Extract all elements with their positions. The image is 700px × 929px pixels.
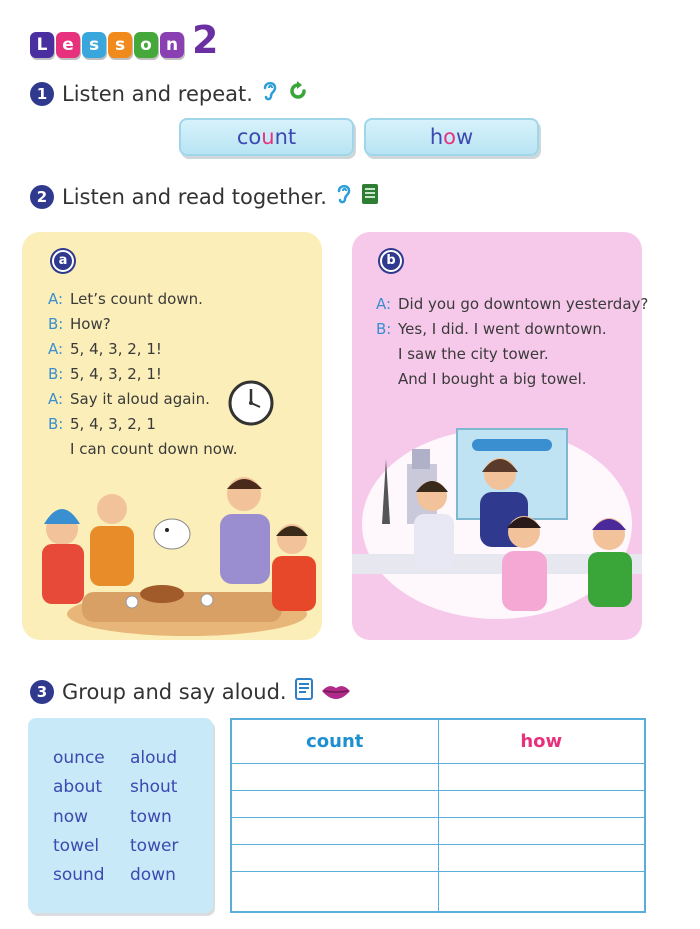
word-item: town: [130, 807, 172, 827]
ear-icon: [335, 182, 353, 211]
ear-icon: [261, 79, 279, 108]
table-cell[interactable]: [231, 790, 438, 817]
table-cell[interactable]: [231, 763, 438, 790]
word-part: nt: [274, 125, 297, 149]
table-cell[interactable]: [438, 844, 645, 871]
dialog-line: [48, 412, 238, 437]
clock-icon: [228, 380, 274, 426]
section-title: Listen and read together.: [62, 184, 327, 209]
repeat-arrow-icon: [287, 80, 309, 107]
dialog-line: [376, 342, 648, 367]
dialog-line: [48, 437, 238, 462]
downtown-illustration: [352, 404, 642, 640]
story-panel-b: [352, 232, 649, 640]
dialog-text: Let’s count down.: [70, 290, 203, 308]
dialog-line: [48, 387, 238, 412]
word-list-box: [28, 718, 213, 913]
children-party-illustration: [22, 464, 322, 640]
word-highlight: o: [443, 125, 456, 149]
worksheet-icon: [295, 678, 313, 705]
word-part: h: [429, 125, 444, 149]
section-2-heading: [30, 182, 379, 211]
word-item: now: [53, 807, 89, 827]
lesson-letter: o: [134, 32, 158, 58]
dialog-a: [48, 287, 238, 462]
speaker-label: A:: [48, 340, 64, 358]
table-cell[interactable]: [231, 871, 438, 912]
dialog-text: 5, 4, 3, 2, 1!: [70, 340, 162, 358]
dialog-text: 5, 4, 3, 2, 1!: [70, 365, 162, 383]
word-item: about: [53, 777, 103, 797]
word-item: sound: [53, 865, 105, 885]
dialog-line: [48, 337, 238, 362]
word-highlight: u: [261, 125, 275, 149]
dialog-line: [48, 312, 238, 337]
section-number: 1: [30, 82, 54, 106]
lesson-letter: e: [56, 32, 80, 58]
word-part: co: [236, 125, 262, 149]
lesson-letter: s: [108, 32, 132, 58]
speaker-label: [376, 367, 398, 392]
table-cell[interactable]: [438, 817, 645, 844]
speaker-label: A:: [376, 295, 392, 313]
speaker-label: B:: [376, 320, 392, 338]
table-cell[interactable]: [438, 790, 645, 817]
word-part: w: [455, 125, 474, 149]
lesson-letter: n: [160, 32, 184, 58]
section-1-heading: [30, 79, 309, 108]
column-header-count: count: [231, 719, 438, 763]
dialog-b: [376, 292, 648, 392]
dialog-line: [376, 292, 648, 317]
lesson-letter: L: [30, 32, 54, 58]
dialog-text: Yes, I did. I went downtown.: [398, 320, 607, 338]
panel-badge: b: [380, 250, 402, 272]
speaker-label: B:: [48, 315, 64, 333]
table-cell[interactable]: [231, 817, 438, 844]
section-3-heading: [30, 678, 351, 705]
dialog-line: [48, 287, 238, 312]
table-cell[interactable]: [231, 844, 438, 871]
table-cell[interactable]: [438, 763, 645, 790]
dialog-line: [376, 317, 648, 342]
panel-badge: a: [52, 250, 74, 272]
story-panel-a: [22, 232, 322, 640]
book-icon: [361, 183, 379, 210]
dialog-line: [48, 362, 238, 387]
word-item: tower: [130, 836, 179, 856]
dialog-text: I can count down now.: [70, 440, 238, 458]
dialog-line: [376, 367, 648, 392]
word-item: ounce: [53, 748, 105, 768]
word-item: down: [130, 865, 176, 885]
speaker-label: A:: [48, 390, 64, 408]
section-number: 2: [30, 185, 54, 209]
dialog-text: How?: [70, 315, 111, 333]
speaker-label: [48, 437, 70, 462]
speaker-label: A:: [48, 290, 64, 308]
speaker-label: B:: [48, 415, 64, 433]
section-number: 3: [30, 680, 54, 704]
section-title: Listen and repeat.: [62, 81, 253, 106]
section-title: Group and say aloud.: [62, 679, 287, 704]
dialog-text: Did you go downtown yesterday?: [398, 295, 649, 313]
dialog-text: 5, 4, 3, 2, 1: [70, 415, 156, 433]
word-item: aloud: [130, 748, 178, 768]
dialog-text: I saw the city tower.: [398, 345, 549, 363]
dialog-text: Say it aloud again.: [70, 390, 210, 408]
lesson-number: 2: [192, 18, 219, 62]
word-item: towel: [53, 836, 100, 856]
table-cell[interactable]: [438, 871, 645, 912]
dialog-text: And I bought a big towel.: [398, 370, 587, 388]
column-header-how: how: [438, 719, 645, 763]
word-card-count[interactable]: [179, 118, 354, 156]
speaker-label: B:: [48, 365, 64, 383]
speaker-label: [376, 342, 398, 367]
lesson-letter: s: [82, 32, 106, 58]
lesson-title: [30, 18, 219, 62]
word-card-how[interactable]: [364, 118, 539, 156]
word-item: shout: [130, 777, 178, 797]
grouping-table: [230, 718, 646, 913]
lips-icon: [321, 680, 351, 704]
